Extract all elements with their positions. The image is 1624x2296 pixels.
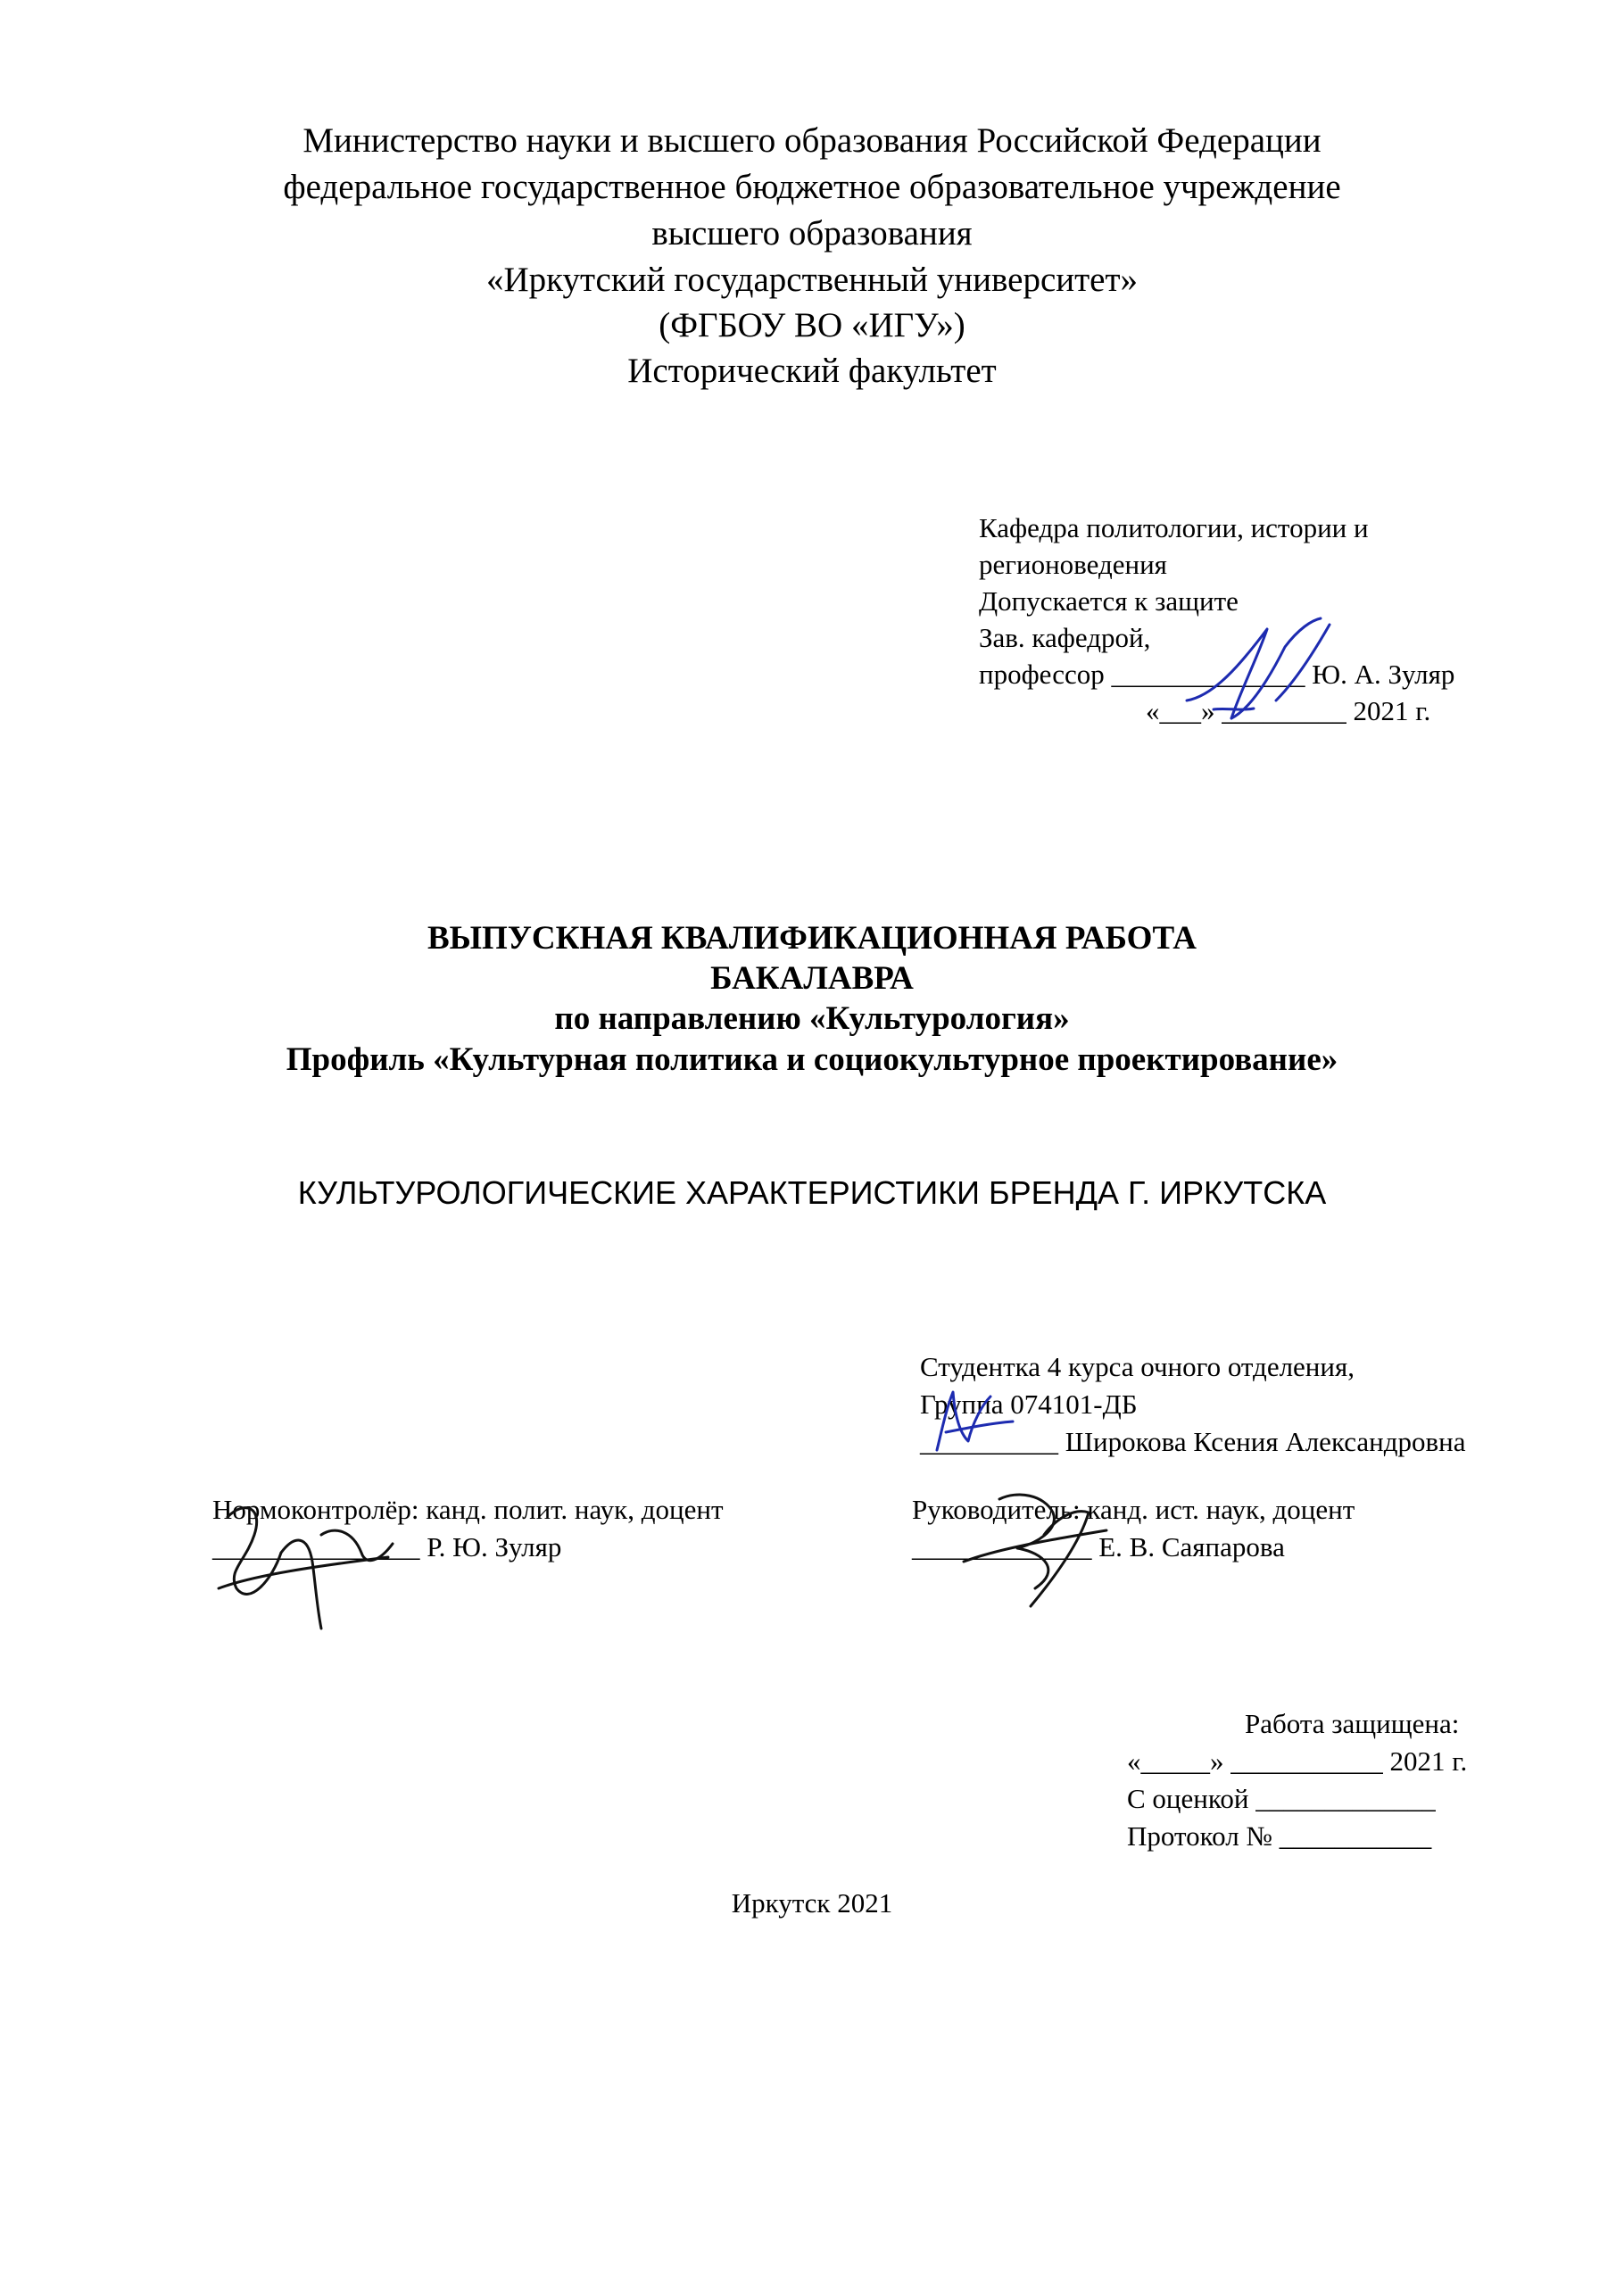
defense-label: Работа защищена:: [1245, 1708, 1460, 1739]
department-line-1: Кафедра политологии, истории и: [979, 512, 1369, 543]
supervisor-name-line: _____________ Е. В. Саяпарова: [912, 1531, 1285, 1562]
normcontrol-title-line: Нормоконтролёр: канд. полит. наук, доцент: [212, 1494, 724, 1525]
thesis-topic: КУЛЬТУРОЛОГИЧЕСКИЕ ХАРАКТЕРИСТИКИ БРЕНДА Г. ИРКУТСКА: [297, 1174, 1327, 1211]
student-course-line: Студентка 4 курса очного отделения,: [920, 1351, 1355, 1382]
defense-protocol-line: Протокол № ___________: [1127, 1820, 1432, 1852]
department-line-2: регионоведения: [979, 549, 1167, 580]
city-year: Иркутск 2021: [731, 1887, 893, 1919]
defense-grade-line: С оценкой _____________: [1127, 1783, 1436, 1814]
defense-date-line: «_____» ___________ 2021 г.: [1127, 1745, 1468, 1777]
education-level-line: высшего образования: [651, 214, 973, 253]
work-type-line-2: БАКАЛАВРА: [710, 960, 914, 997]
direction-line: по направлению «Культурология»: [554, 1000, 1070, 1037]
normcontrol-name-line: _______________ Р. Ю. Зуляр: [212, 1531, 562, 1562]
university-name-line: «Иркутский государственный университет»: [485, 261, 1139, 299]
university-abbr-line: (ФГБОУ ВО «ИГУ»): [659, 306, 965, 344]
profile-line: Профиль «Культурная политика и социокультурное проектирование»: [286, 1041, 1338, 1078]
professor-line: профессор ______________ Ю. А. Зуляр: [979, 659, 1455, 690]
ministry-line: Министерство науки и высшего образования Российской Федерации: [302, 121, 1322, 160]
student-name-line: __________ Широкова Ксения Александровна: [920, 1426, 1466, 1457]
faculty-line: Исторический факультет: [627, 352, 997, 390]
supervisor-title-line: Руководитель: канд. ист. наук, доцент: [912, 1494, 1355, 1525]
head-line: Зав. кафедрой,: [979, 622, 1151, 653]
student-group-line: Группа 074101-ДБ: [920, 1388, 1138, 1420]
approval-date-line: «___» _________ 2021 г.: [1146, 695, 1431, 726]
institution-type-line: федеральное государственное бюджетное образовательное учреждение: [283, 168, 1341, 206]
work-type-line-1: ВЫПУСКНАЯ КВАЛИФИКАЦИОННАЯ РАБОТА: [427, 920, 1197, 957]
admitted-line: Допускается к защите: [979, 585, 1239, 617]
